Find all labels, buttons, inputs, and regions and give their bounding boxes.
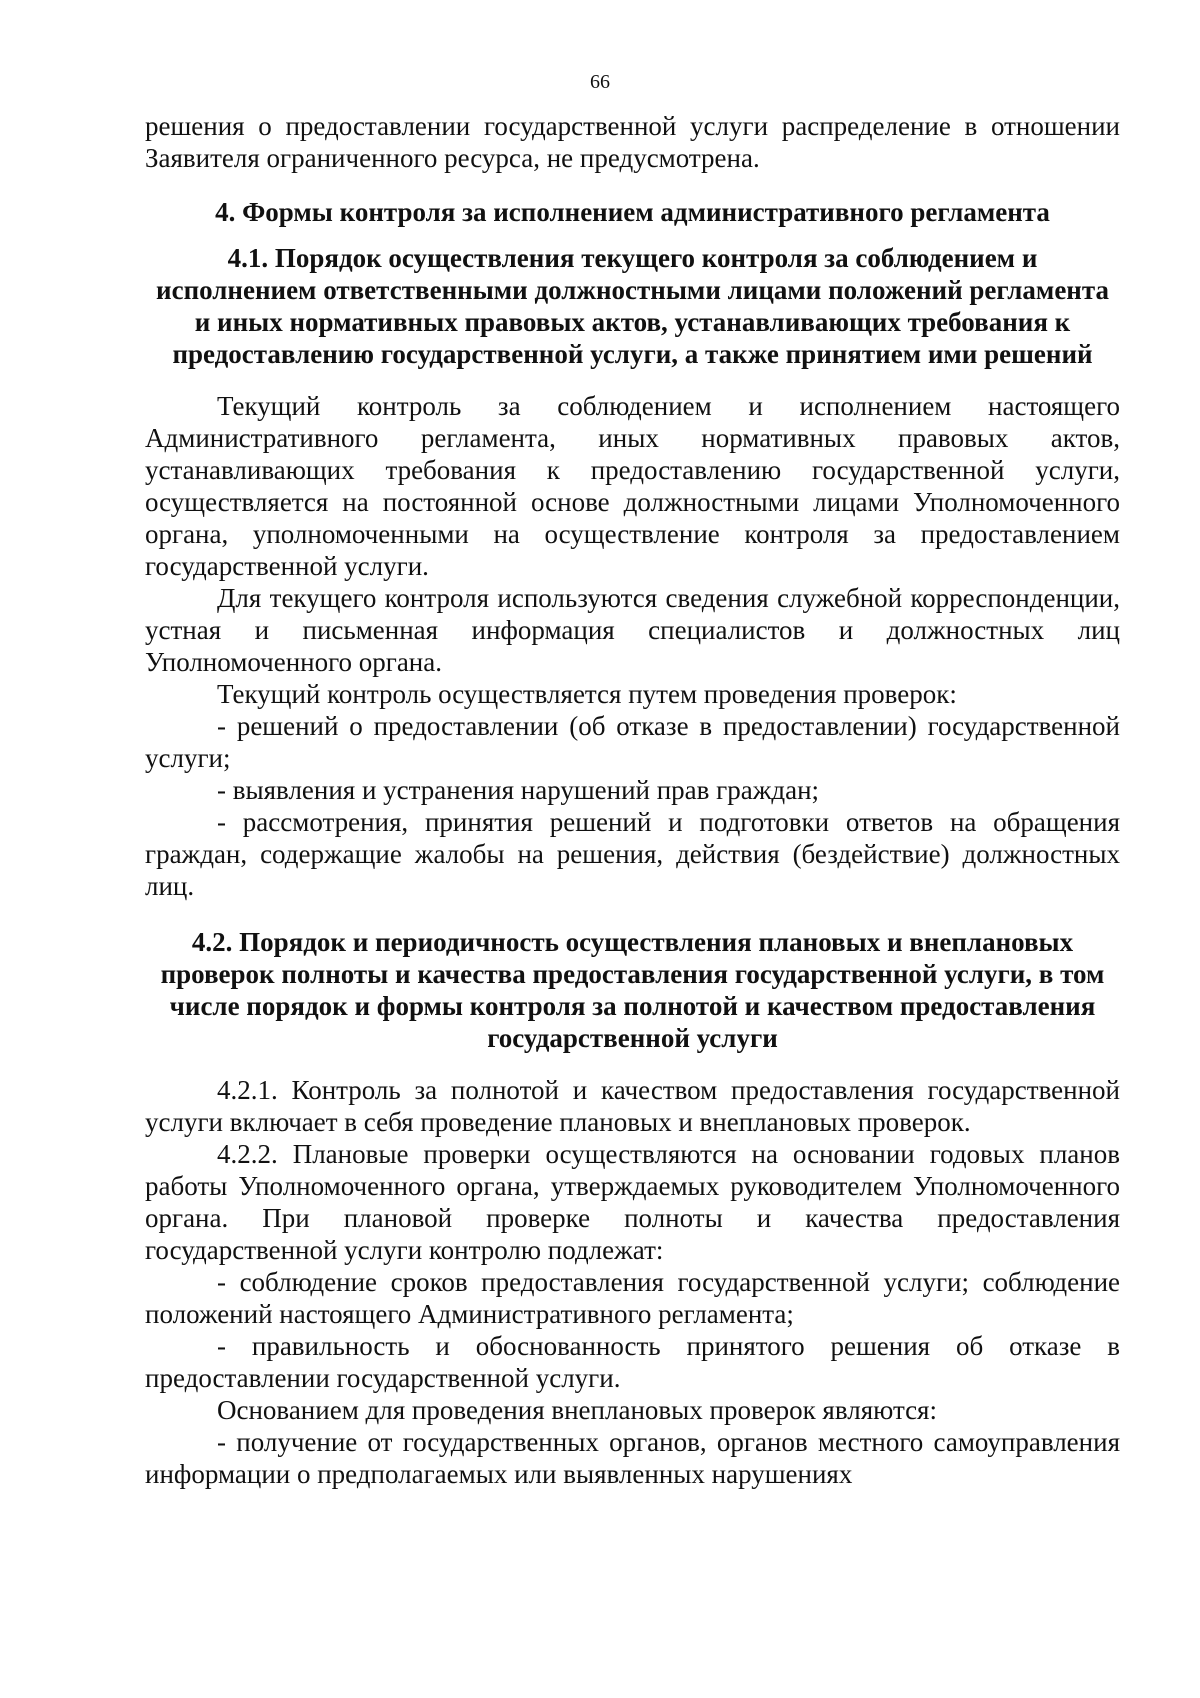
section-4-heading: 4. Формы контроля за исполнением административного регламента — [215, 197, 1050, 227]
paragraph: 4.2.2. Плановые проверки осуществляются на основании годовых планов работы Уполномоченного органа, утверждаемых руководителем Уполномоченного органа. При плановой проверке полноты и качества предоставления государственной услуги контролю подлежат: — [145, 1139, 1120, 1265]
paragraph: Основанием для проведения внеплановых проверок являются: — [217, 1395, 937, 1425]
page-number: 66 — [590, 71, 610, 93]
list-item: - решений о предоставлении (об отказе в предоставлении) государственной услуги; — [145, 711, 1120, 773]
list-item: - правильность и обоснованность принятого решения об отказе в предоставлении государственной услуги. — [145, 1331, 1120, 1393]
paragraph: Для текущего контроля используются сведения служебной корреспонденции, устная и письменная информация специалистов и должностных лиц Уполномоченного органа. — [145, 583, 1120, 677]
page-content — [145, 110, 1120, 1490]
paragraph: 4.2.1. Контроль за полнотой и качеством предоставления государственной услуги включает в себя проведение плановых и внеплановых проверок. — [145, 1075, 1120, 1137]
paragraph: Текущий контроль осуществляется путем проведения проверок: — [217, 679, 957, 709]
list-item: - рассмотрения, принятия решений и подготовки ответов на обращения граждан, содержащие жалобы на решения, действия (бездействие) должностных лиц. — [145, 807, 1120, 901]
list-item: - соблюдение сроков предоставления государственной услуги; соблюдение положений настоящего Административного регламента; — [145, 1267, 1120, 1329]
list-item: - получение от государственных органов, органов местного самоуправления информации о предполагаемых или выявленных нарушениях — [145, 1427, 1120, 1489]
section-4-2-heading: 4.2. Порядок и периодичность осуществления плановых и внеплановых проверок полноты и качества предоставления государственной услуги, в том числе порядок и формы контроля за полнотой и качеством предоставления государственной услуги — [160, 927, 1105, 1053]
section-4-1-body — [145, 390, 1120, 902]
list-item: - выявления и устранения нарушений прав граждан; — [217, 775, 820, 805]
paragraph: Текущий контроль за соблюдением и исполнением настоящего Административного регламента, иных нормативных правовых актов, устанавливающих требования к предоставлению государственной услуги, осуществляется на постоянной основе должностными лицами Уполномоченного органа, уполномоченными на осуществление контроля за предоставлением государственной услуги. — [145, 391, 1120, 581]
intro-paragraph: решения о предоставлении государственной услуги распределение в отношении Заявителя ограниченного ресурса, не предусмотрена. — [145, 111, 1120, 173]
section-4-1-heading: 4.1. Порядок осуществления текущего контроля за соблюдением и исполнением ответственными должностными лицами положений регламента и иных нормативных правовых актов, устанавливающих требования к предоставлению государственной услуги, а также принятием ими решений — [156, 243, 1109, 369]
section-4-2-body — [145, 1074, 1120, 1490]
